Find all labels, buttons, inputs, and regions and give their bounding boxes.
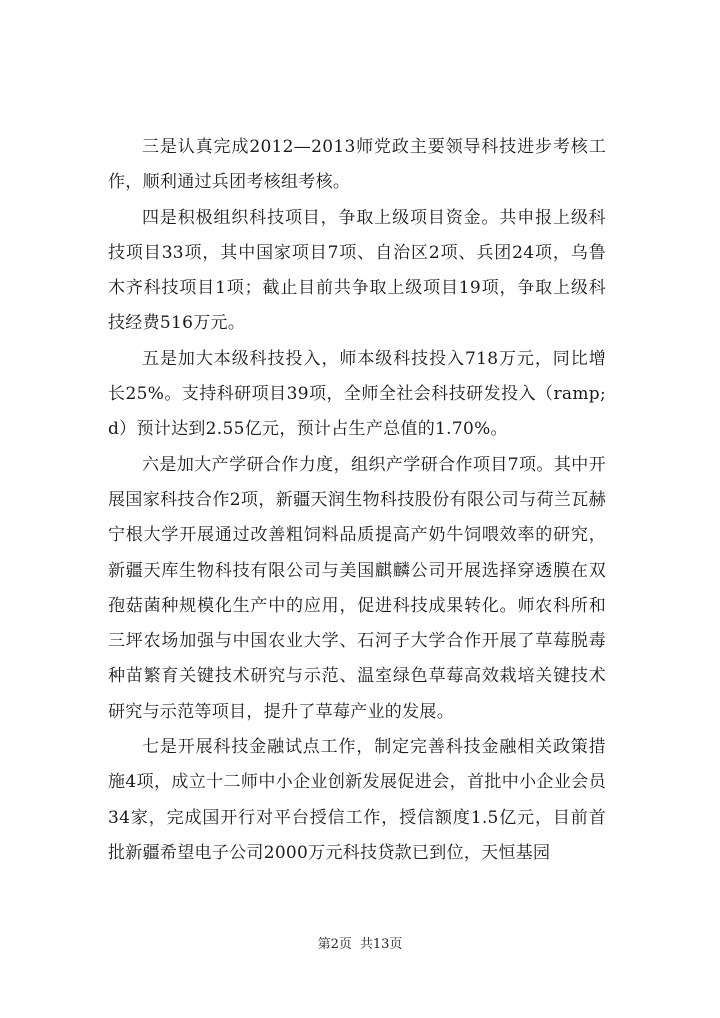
page-total: 共13页 xyxy=(359,937,403,952)
paragraph-7: 七是开展科技金融试点工作，制定完善科技金融相关政策措施4项，成立十二师中小企业创新发展促进会，首批中小企业会员34家，完成国开行对平台授信工作，授信额度1.5亿元，目前首批新疆希望电子公司2000万元科技贷款已到位，天恒基园 xyxy=(108,737,606,863)
document-body xyxy=(108,130,606,871)
paragraph-4: 四是积极组织科技项目，争取上级项目资金。共申报上级科技项目33项，其中国家项目7项、自治区2项、兵团24项，乌鲁木齐科技项目1项；截止目前共争取上级项目19项，争取上级科技经费516万元。 xyxy=(108,207,606,334)
page-number: 第2页 xyxy=(317,937,352,952)
paragraph-6: 六是加大产学研合作力度，组织产学研合作项目7项。其中开展国家科技合作2项，新疆天润生物科技股份有限公司与荷兰瓦赫宁根大学开展通过改善粗饲料品质提高产奶牛饲喂效率的研究，新疆天库生物科技有限公司与美国麒麟公司开展选择穿透膜在双孢菇菌种规模化生产中的应用，促进科技成果转化。师农科所和三坪农场加强与中国农业大学、石河子大学合作开展了草莓脱毒种苗繁育关键技术研究与示范、温室绿色草莓高效栽培关键技术研究与示范等项目，提升了草莓产业的发展。 xyxy=(108,454,606,722)
paragraph-3: 三是认真完成2012—2013师党政主要领导科技进步考核工作，顺利通过兵团考核组考核。 xyxy=(108,137,606,193)
paragraph-5: 五是加大本级科技投入，师本级科技投入718万元，同比增长25%。支持科研项目39项，全师全社会科技研发投入（ramp;d）预计达到2.55亿元，预计占生产总值的1.70%。 xyxy=(108,348,606,440)
page-footer xyxy=(0,936,720,954)
